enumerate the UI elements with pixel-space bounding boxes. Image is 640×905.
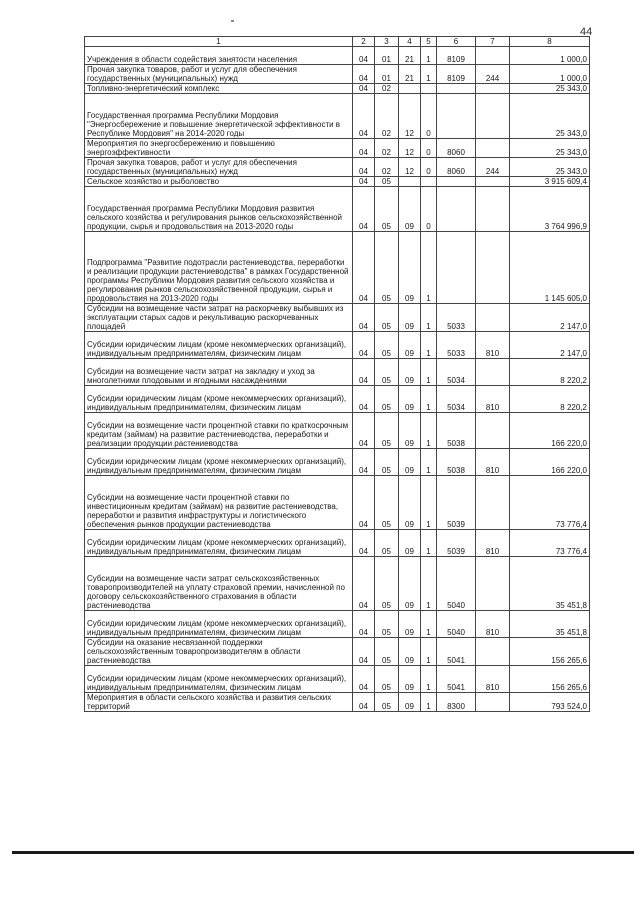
amount: 2 147,0 <box>510 304 590 332</box>
row-description: Мероприятия в области сельского хозяйства и развития сельских территорий <box>85 693 353 712</box>
subprogram-code: 1 <box>421 47 437 65</box>
subprogram-code: 0 <box>421 187 437 232</box>
expense-type-code: 810 <box>476 332 510 359</box>
table-row <box>85 177 590 187</box>
target-code: 5033 <box>437 304 476 332</box>
program-code: 12 <box>399 158 421 177</box>
amount: 1 145 605,0 <box>510 232 590 304</box>
target-code: 8300 <box>437 693 476 712</box>
row-description: Субсидии на возмещение части затрат на раскорчевку выбывших из эксплуатации старых садов и рекультивацию раскорчеванных площадей <box>85 304 353 332</box>
header-cell: 1 <box>85 37 353 47</box>
target-code: 5034 <box>437 359 476 386</box>
subprogram-code: 1 <box>421 530 437 557</box>
amount: 1 000,0 <box>510 47 590 65</box>
target-code: 5038 <box>437 449 476 476</box>
section-code: 04 <box>353 359 375 386</box>
expense-type-code: 810 <box>476 611 510 638</box>
amount: 8 220,2 <box>510 386 590 413</box>
target-code <box>437 177 476 187</box>
program-code: 09 <box>399 449 421 476</box>
row-description: Мероприятия по энергосбережению и повышению энергоэффективности <box>85 139 353 158</box>
subsection-code: 01 <box>375 65 399 84</box>
table-row <box>85 187 590 232</box>
subprogram-code: 1 <box>421 232 437 304</box>
amount: 3 764 996,9 <box>510 187 590 232</box>
table-row <box>85 94 590 139</box>
subprogram-code <box>421 177 437 187</box>
amount: 35 451,8 <box>510 557 590 611</box>
subprogram-code: 1 <box>421 611 437 638</box>
program-code: 09 <box>399 332 421 359</box>
subprogram-code: 1 <box>421 304 437 332</box>
expense-type-code: 244 <box>476 65 510 84</box>
row-description: Субсидии юридическим лицам (кроме некоммерческих организаций), индивидуальным предпринимателям, физическим лицам <box>85 611 353 638</box>
section-code: 04 <box>353 158 375 177</box>
section-code: 04 <box>353 666 375 693</box>
subsection-code: 05 <box>375 693 399 712</box>
section-code: 04 <box>353 94 375 139</box>
target-code: 5041 <box>437 638 476 666</box>
table-row <box>85 666 590 693</box>
header-cell: 7 <box>476 37 510 47</box>
target-code: 5033 <box>437 332 476 359</box>
expense-type-code <box>476 232 510 304</box>
subsection-code: 02 <box>375 139 399 158</box>
program-code: 09 <box>399 611 421 638</box>
subsection-code: 05 <box>375 530 399 557</box>
subprogram-code: 1 <box>421 332 437 359</box>
section-code: 04 <box>353 530 375 557</box>
header-cell: 5 <box>421 37 437 47</box>
section-code: 04 <box>353 476 375 530</box>
amount: 8 220,2 <box>510 359 590 386</box>
subsection-code: 05 <box>375 177 399 187</box>
target-code: 8060 <box>437 158 476 177</box>
program-code: 12 <box>399 94 421 139</box>
target-code <box>437 94 476 139</box>
expense-type-code: 244 <box>476 158 510 177</box>
table-row <box>85 449 590 476</box>
expense-type-code: 810 <box>476 386 510 413</box>
subprogram-code: 1 <box>421 638 437 666</box>
table-row <box>85 413 590 449</box>
subsection-code: 05 <box>375 187 399 232</box>
amount: 25 343,0 <box>510 139 590 158</box>
subsection-code: 05 <box>375 232 399 304</box>
table-row <box>85 611 590 638</box>
subsection-code: 05 <box>375 386 399 413</box>
amount: 156 265,6 <box>510 638 590 666</box>
row-description: Субсидии на оказание несвязанной поддержки сельскохозяйственным товаропроизводителям в области растениеводства <box>85 638 353 666</box>
subsection-code: 05 <box>375 611 399 638</box>
program-code <box>399 177 421 187</box>
row-description: Субсидии на возмещение части процентной ставки по краткосрочным кредитам (займам) на развитие растениеводства, переработки и реализации продукции растениеводства <box>85 413 353 449</box>
program-code: 09 <box>399 232 421 304</box>
amount: 35 451,8 <box>510 611 590 638</box>
table-row <box>85 359 590 386</box>
table-row <box>85 693 590 712</box>
amount: 166 220,0 <box>510 413 590 449</box>
row-description: Субсидии на возмещение части процентной ставки по инвестиционным кредитам (займам) на развитие растениеводства, переработки и развития инфраструктуры и логистического обеспечения рынков продукции растениеводства <box>85 476 353 530</box>
expense-type-code: 810 <box>476 666 510 693</box>
program-code <box>399 84 421 94</box>
row-description: Учреждения в области содействия занятости населения <box>85 47 353 65</box>
target-code: 5039 <box>437 530 476 557</box>
header-cell: 6 <box>437 37 476 47</box>
table-row <box>85 476 590 530</box>
row-description: Субсидии юридическим лицам (кроме некоммерческих организаций), индивидуальным предпринимателям, физическим лицам <box>85 449 353 476</box>
scan-speck <box>231 20 234 22</box>
header-cell: 4 <box>399 37 421 47</box>
subsection-code: 02 <box>375 84 399 94</box>
expense-type-code <box>476 557 510 611</box>
expense-type-code <box>476 304 510 332</box>
subsection-code: 05 <box>375 332 399 359</box>
subprogram-code: 1 <box>421 413 437 449</box>
target-code: 8109 <box>437 47 476 65</box>
subsection-code: 05 <box>375 359 399 386</box>
amount: 2 147,0 <box>510 332 590 359</box>
amount: 25 343,0 <box>510 94 590 139</box>
expense-type-code <box>476 84 510 94</box>
table-row <box>85 530 590 557</box>
row-description: Подпрограмма "Развитие подотрасли растениеводства, переработки и реализации продукции растениеводства" в рамках Государственной программы Республики Мордовия развития сельского хозяйства и регулирования рынков сельскохозяйственной продукции, сырья и продовольствия на 2013-2020 годы <box>85 232 353 304</box>
subsection-code: 05 <box>375 304 399 332</box>
target-code: 8109 <box>437 65 476 84</box>
table-header-row <box>85 37 590 47</box>
amount: 25 343,0 <box>510 158 590 177</box>
program-code: 09 <box>399 693 421 712</box>
header-cell: 8 <box>510 37 590 47</box>
table-row <box>85 47 590 65</box>
budget-table <box>84 36 590 712</box>
table-row <box>85 139 590 158</box>
program-code: 09 <box>399 359 421 386</box>
target-code: 5039 <box>437 476 476 530</box>
row-description: Прочая закупка товаров, работ и услуг для обеспечения государственных (муниципальных) нужд <box>85 158 353 177</box>
header-cell: 3 <box>375 37 399 47</box>
subprogram-code: 1 <box>421 449 437 476</box>
expense-type-code <box>476 638 510 666</box>
section-code: 04 <box>353 65 375 84</box>
amount: 73 776,4 <box>510 530 590 557</box>
subsection-code: 05 <box>375 449 399 476</box>
program-code: 12 <box>399 139 421 158</box>
section-code: 04 <box>353 187 375 232</box>
amount: 73 776,4 <box>510 476 590 530</box>
subprogram-code: 1 <box>421 666 437 693</box>
subprogram-code: 1 <box>421 476 437 530</box>
program-code: 09 <box>399 304 421 332</box>
row-description: Субсидии юридическим лицам (кроме некоммерческих организаций), индивидуальным предпринимателям, физическим лицам <box>85 386 353 413</box>
row-description: Субсидии юридическим лицам (кроме некоммерческих организаций), индивидуальным предпринимателям, физическим лицам <box>85 530 353 557</box>
section-code: 04 <box>353 611 375 638</box>
expense-type-code <box>476 94 510 139</box>
table-row <box>85 158 590 177</box>
program-code: 09 <box>399 476 421 530</box>
subprogram-code: 0 <box>421 139 437 158</box>
program-code: 09 <box>399 386 421 413</box>
target-code: 5040 <box>437 611 476 638</box>
table-row <box>85 332 590 359</box>
amount: 793 524,0 <box>510 693 590 712</box>
subprogram-code: 1 <box>421 557 437 611</box>
subprogram-code: 0 <box>421 158 437 177</box>
table-row <box>85 638 590 666</box>
subprogram-code: 1 <box>421 693 437 712</box>
table-row <box>85 304 590 332</box>
subsection-code: 05 <box>375 413 399 449</box>
subsection-code: 05 <box>375 638 399 666</box>
program-code: 09 <box>399 666 421 693</box>
row-description: Субсидии на возмещение части затрат на закладку и уход за многолетними плодовыми и ягодными насаждениями <box>85 359 353 386</box>
subsection-code: 05 <box>375 666 399 693</box>
program-code: 09 <box>399 413 421 449</box>
table-body <box>85 47 590 712</box>
budget-table-container <box>84 36 589 712</box>
table-row <box>85 84 590 94</box>
row-description: Государственная программа Республики Мордовия "Энергосбережение и повышение энергетической эффективности в Республике Мордовия" на 2014-2020 годы <box>85 94 353 139</box>
row-description: Субсидии на возмещение части затрат сельскохозяйственных товаропроизводителей на уплату страховой премии, начисленной по договору сельскохозяйственного страхования в области растениеводства <box>85 557 353 611</box>
expense-type-code: 810 <box>476 530 510 557</box>
section-code: 04 <box>353 557 375 611</box>
target-code: 5034 <box>437 386 476 413</box>
program-code: 21 <box>399 65 421 84</box>
program-code: 09 <box>399 557 421 611</box>
section-code: 04 <box>353 84 375 94</box>
subprogram-code: 1 <box>421 359 437 386</box>
target-code <box>437 232 476 304</box>
target-code <box>437 84 476 94</box>
row-description: Прочая закупка товаров, работ и услуг для обеспечения государственных (муниципальных) нужд <box>85 65 353 84</box>
subsection-code: 05 <box>375 557 399 611</box>
table-row <box>85 386 590 413</box>
section-code: 04 <box>353 139 375 158</box>
amount: 156 265,6 <box>510 666 590 693</box>
section-code: 04 <box>353 332 375 359</box>
expense-type-code <box>476 693 510 712</box>
target-code: 8060 <box>437 139 476 158</box>
section-code: 04 <box>353 232 375 304</box>
expense-type-code <box>476 359 510 386</box>
section-code: 04 <box>353 638 375 666</box>
subsection-code: 02 <box>375 158 399 177</box>
section-code: 04 <box>353 449 375 476</box>
target-code: 5040 <box>437 557 476 611</box>
program-code: 09 <box>399 638 421 666</box>
expense-type-code <box>476 187 510 232</box>
amount: 3 915 609,4 <box>510 177 590 187</box>
program-code: 21 <box>399 47 421 65</box>
table-row <box>85 65 590 84</box>
amount: 1 000,0 <box>510 65 590 84</box>
row-description: Топливно-энергетический комплекс <box>85 84 353 94</box>
target-code <box>437 187 476 232</box>
target-code: 5038 <box>437 413 476 449</box>
header-cell: 2 <box>353 37 375 47</box>
program-code: 09 <box>399 530 421 557</box>
section-code: 04 <box>353 693 375 712</box>
subsection-code: 01 <box>375 47 399 65</box>
row-description: Сельское хозяйство и рыболовство <box>85 177 353 187</box>
subprogram-code: 1 <box>421 65 437 84</box>
section-code: 04 <box>353 386 375 413</box>
amount: 166 220,0 <box>510 449 590 476</box>
expense-type-code <box>476 413 510 449</box>
table-row <box>85 232 590 304</box>
row-description: Субсидии юридическим лицам (кроме некоммерческих организаций), индивидуальным предпринимателям, физическим лицам <box>85 332 353 359</box>
section-code: 04 <box>353 413 375 449</box>
expense-type-code <box>476 177 510 187</box>
row-description: Государственная программа Республики Мордовия развития сельского хозяйства и регулирования рынков сельскохозяйственной продукции, сырья и продовольствия на 2013-2020 годы <box>85 187 353 232</box>
subprogram-code <box>421 84 437 94</box>
section-code: 04 <box>353 177 375 187</box>
row-description: Субсидии юридическим лицам (кроме некоммерческих организаций), индивидуальным предпринимателям, физическим лицам <box>85 666 353 693</box>
subprogram-code: 1 <box>421 386 437 413</box>
bottom-border-line <box>12 851 634 854</box>
expense-type-code: 810 <box>476 449 510 476</box>
section-code: 04 <box>353 304 375 332</box>
table-row <box>85 557 590 611</box>
subprogram-code: 0 <box>421 94 437 139</box>
expense-type-code <box>476 47 510 65</box>
page-number: 44 <box>580 26 593 38</box>
section-code: 04 <box>353 47 375 65</box>
expense-type-code <box>476 139 510 158</box>
program-code: 09 <box>399 187 421 232</box>
amount: 25 343,0 <box>510 84 590 94</box>
subsection-code: 05 <box>375 476 399 530</box>
target-code: 5041 <box>437 666 476 693</box>
expense-type-code <box>476 476 510 530</box>
subsection-code: 02 <box>375 94 399 139</box>
